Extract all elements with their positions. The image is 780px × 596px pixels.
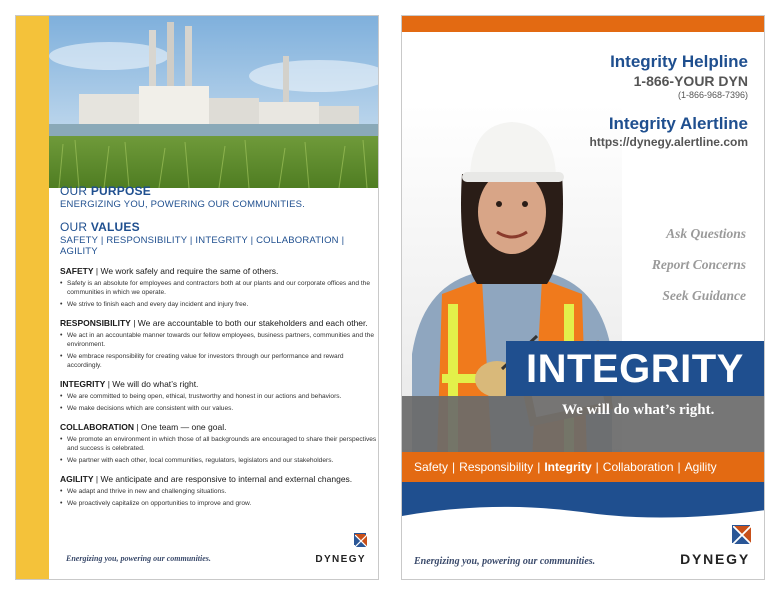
helpline-digits: (1-866-968-7396) [677,90,748,100]
value-collaboration: COLLABORATION | One team — one goal. • We promote an environment in which those of all backgrounds are encouraged to share their perspectives and success is celebrated. • We partner with each other, local communities, regulators, legislators and our stakeholders. [60,422,378,465]
values-heading: OUR VALUES [60,220,140,234]
bullet: • We strive to finish each and every day incident and injury free. [60,300,378,309]
helpline-number[interactable]: 1-866-YOUR DYN [633,73,748,89]
blue-wave-graphic [402,482,764,522]
bullet: • We act in an accountable manner towards our fellow employees, business partners, communities and the environment. [60,331,378,349]
bullet: • We proactively capitalize on opportunities to improve and grow. [60,499,378,508]
values-flyer-page [15,15,379,580]
integrity-poster-page [401,15,765,580]
value-responsibility-label: Responsibility [459,460,534,474]
tagline: Energizing you, powering our communities. [66,554,211,563]
bullet: • Safety is an absolute for employees and contractors both at our plants and our corporate offices and the communities in which we operate. [60,279,378,297]
value-safety: SAFETY | We work safely and require the same of others. • Safety is an absolute for employees and contractors both at our plants and our corporate offices and the communities in which we operate. • We strive to finish each and every day incident and injury free. [60,266,378,309]
motto: We will do what’s right. [562,402,715,418]
purpose-heading: OUR PURPOSE [60,184,151,198]
values-content [60,184,378,508]
dynegy-logo-icon [354,533,366,545]
value-safety-label: Safety [414,460,449,474]
dynegy-wordmark: DYNEGY [680,551,750,567]
tagline: Energizing you, powering our communities. [414,556,596,567]
alertline-title: Integrity Alertline [608,114,748,133]
bullet: • We adapt and thrive in new and challenging situations. [60,487,378,496]
dynegy-logo [680,525,750,567]
alertline-link[interactable]: https://dynegy.alertline.com [589,135,748,149]
values-bar: Safety | Responsibility | Integrity | Collaboration | Agility [402,452,764,482]
value-agility-label: Agility [684,460,717,474]
value-agility: AGILITY | We anticipate and are responsive to internal and external changes. • We adapt and thrive in new and challenging situations. • We proactively capitalize on opportunities to improve and grow. [60,474,378,508]
value-integrity-label: Integrity [544,460,592,474]
cta-ask-questions: Ask Questions [666,226,746,241]
bullet: • We embrace responsibility for creating value for investors through our performance and reward accordingly. [60,352,378,370]
bullet: • We partner with each other, local communities, regulators, legislators and our stakeholders. [60,456,378,465]
purpose-statement: ENERGIZING YOU, POWERING OUR COMMUNITIES. [60,199,306,210]
helpline-contact [590,52,748,149]
dynegy-wordmark: DYNEGY [315,554,366,565]
value-responsibility: RESPONSIBILITY | We are accountable to both our stakeholders and each other. • We act in an accountable manner towards our fellow employees, business partners, communities and the environment. • We embrace responsibility for creating value for investors through our performance and reward accordingly. [60,318,378,370]
value-integrity: INTEGRITY | We will do what’s right. • We are committed to being open, ethical, trustworthy and honest in our actions and behaviors. • We make decisions which are consistent with our values. [60,379,378,413]
value-collaboration-label: Collaboration [602,460,674,474]
values-list: SAFETY | RESPONSIBILITY | INTEGRITY | COLLABORATION | AGILITY [60,235,345,257]
helpline-title: Integrity Helpline [610,52,748,71]
dynegy-logo [315,533,366,565]
yellow-accent-strip [16,16,49,579]
bullet: • We promote an environment in which those of all backgrounds are encouraged to share their perspectives and success is celebrated. [60,435,378,453]
integrity-banner: INTEGRITY [526,347,744,391]
bullet: • We make decisions which are consistent with our values. [60,404,378,413]
bullet: • We are committed to being open, ethical, trustworthy and honest in our actions and behaviors. [60,392,378,401]
cta-report-concerns: Report Concerns [651,257,746,272]
orange-top-bar [402,16,764,32]
dynegy-logo-icon [732,525,750,543]
power-plant-photo [49,16,379,188]
cta-seek-guidance: Seek Guidance [662,288,746,303]
